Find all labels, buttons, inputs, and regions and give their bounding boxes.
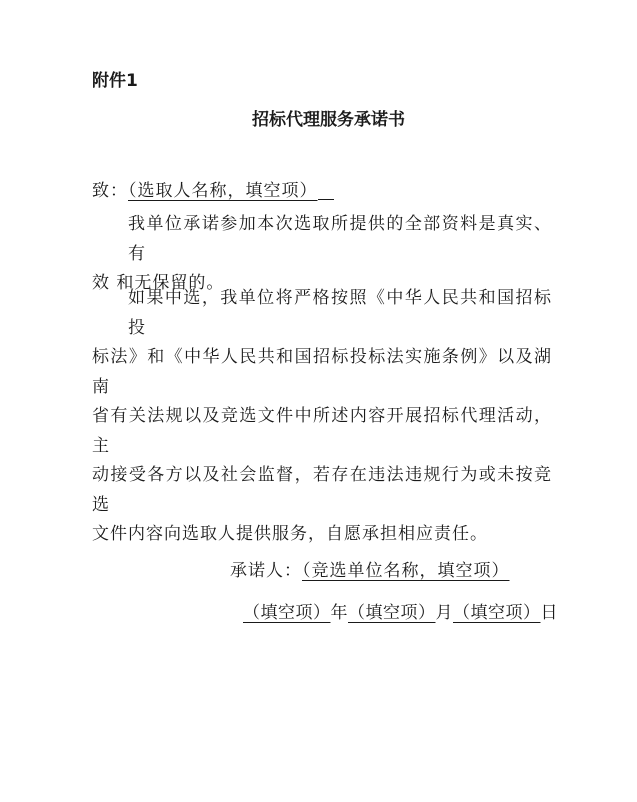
- addressee-prefix: 致：: [92, 181, 128, 201]
- year-blank: （填空项）: [243, 603, 331, 623]
- promiser-label: 承诺人：: [230, 561, 302, 581]
- paragraph-line: 效 和无保留的。: [92, 273, 225, 293]
- day-blank: （填空项）: [453, 603, 541, 623]
- paragraph-commitment-2: [92, 284, 552, 550]
- promiser-blank: （竞选单位名称，填空项）: [302, 561, 510, 581]
- date-line: [243, 598, 558, 623]
- paragraph-line: 我单位承诺参加本次选取所提供的全部资料是真实、有: [128, 214, 552, 264]
- promiser-line: [230, 556, 510, 581]
- addressee-underline-tail: [318, 198, 334, 200]
- month-blank: （填空项）: [348, 603, 436, 623]
- paragraph-line: 如果中选，我单位将严格按照《中华人民共和国招标投: [128, 288, 552, 338]
- addressee-blank: （选取人名称，填空项）: [128, 181, 318, 201]
- document-title: 招标代理服务承诺书: [252, 110, 405, 130]
- paragraph-line: 动接受各方以及社会监督，若存在违法违规行为或未按竞选: [92, 465, 552, 515]
- addressee-line: [92, 176, 334, 201]
- paragraph-line: 省有关法规以及竞选文件中所述内容开展招标代理活动，主: [92, 406, 552, 456]
- paragraph-line: 文件内容向选取人提供服务，自愿承担相应责任。: [92, 524, 488, 544]
- year-unit: 年: [330, 603, 348, 623]
- month-unit: 月: [435, 603, 453, 623]
- paragraph-line: 标法》和《中华人民共和国招标投标法实施条例》以及湖南: [92, 347, 552, 397]
- day-unit: 日: [540, 603, 558, 623]
- attachment-label: 附件1: [92, 71, 138, 91]
